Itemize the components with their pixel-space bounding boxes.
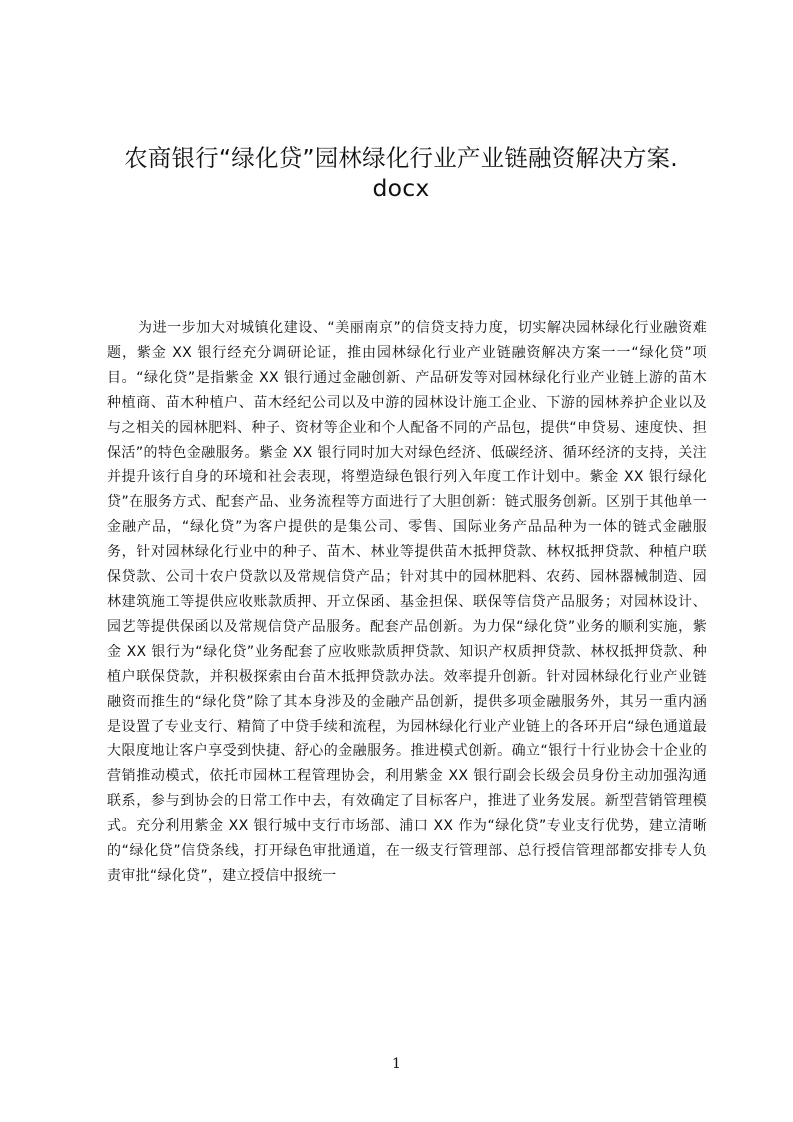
- page-number: 1: [392, 1056, 401, 1072]
- document-title: [90, 143, 712, 203]
- body-paragraph: 为进一步加大对城镇化建设、“美丽南京”的信贷支持力度，切实解决园林绿化行业融资难题，紫金 XX 银行经充分调研论证，推由园林绿化行业产业链融资解决方案一一“绿化贷”项目。“绿化贷”是指紫金 XX 银行通过金融创新、产品研发等对园林绿化行业产业链上游的苗木种植商、苗木种植户、苗木经纪公司以及中游的园林设计施工企业、下游的园林养护企业以及与之相关的园林肥料、种子、资材等企业和个人配备不同的产品包，提供“申贷易、速度快、担保活”的特色金融服务。紫金 XX 银行同时加大对绿色经济、低碳经济、循环经济的支持，关注并提升该行自身的环境和社会表现，将塑造绿色银行列入年度工作计划中。紫金 XX 银行绿化贷”在服务方式、配套产品、业务流程等方面进行了大胆创新：链式服务创新。区别于其他单一金融产品，“绿化贷”为客户提供的是集公司、零售、国际业务产品品种为一体的链式金融服务，针对园林绿化行业中的种子、苗木、林业等提供苗木抵押贷款、林权抵押贷款、种植户联保贷款、公司十农户贷款以及常规信贷产品；针对其中的园林肥料、农药、园林器械制造、园林建筑施工等提供应收账款质押、开立保函、基金担保、联保等信贷产品服务；对园林设计、园艺等提供保函以及常规信贷产品服务。配套产品创新。为力保“绿化贷”业务的顺利实施，紫金 XX 银行为“绿化贷”业务配套了应收账款质押贷款、知识产权质押贷款、林权抵押贷款、种植户联保贷款，并积极探索由台苗木抵押贷款办法。效率提升创新。针对园林绿化行业产业链融资而推生的“绿化贷”除了其本身涉及的金融产品创新，提供多项金融服务外，其另一重内涵是设置了专业支行、精简了中贷手续和流程，为园林绿化行业产业链上的各环开启“绿色通道最大限度地让客户享受到快捷、舒心的金融服务。推进模式创新。确立“银行十行业协会十企业的营销推动模式，依托市园林工程管理协会，利用紫金 XX 银行副会长级会员身份主动加强沟通联系，参与到协会的日常工作中去，有效确定了目标客户，推进了业务发展。新型营销管理模式。充分利用紫金 XX 银行城中支行市场部、浦口 XX 作为“绿化贷”专业支行优势，建立清晰的“绿化贷”信贷条线，打开绿色审批通道，在一级支行管理部、总行授信管理部都安排专人负责审批“绿化贷”，建立授信中报统一: [107, 320, 707, 884]
- document-title-line-2: docx: [372, 174, 430, 202]
- document-title-line-1: 农商银行“绿化贷”园林绿化行业产业链融资解决方案.: [124, 144, 678, 172]
